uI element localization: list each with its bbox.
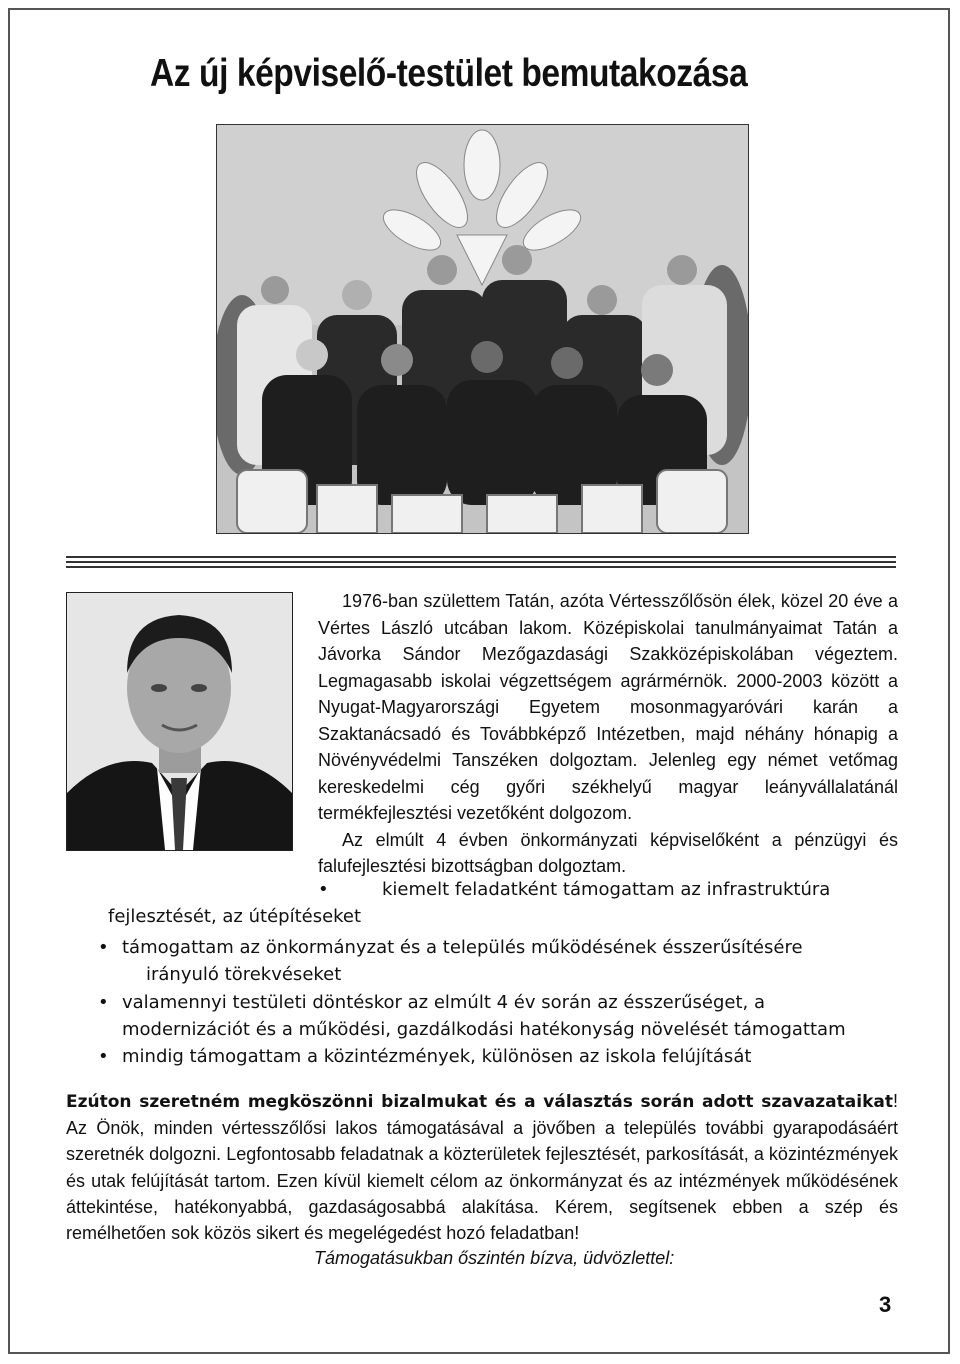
thanks-lead: Ezúton szeretném megköszönni bizalmukat és a választás során adott szavazataikat bbox=[66, 1092, 893, 1112]
bullet-2-marker: • bbox=[98, 937, 109, 958]
intro-paragraph-1: 1976-ban születtem Tatán, azóta Vértesszőlősön élek, közel 20 éve a Vértes László utcában lakom. Középiskolai tanulmányaimat Tatán a Jávorka Sándor Mezőgazdasági Szakközépiskolában végeztem. Legmagasabb iskolai végzettségem agrármérnök. 2000-2003 között a Nyugat-Magyarországi Egyetem mosonmagyaróvári karán a Szaktanácsadó és Továbbképző Intézetben, majd néhány hónapig a Növényvédelmi Tanszéken dolgoztam. Jelenleg egy német vetőmag kereskedelmi cég győri székhelyű magyar leányvállalatánál termékfejlesztési vezetőként dolgozom. bbox=[318, 591, 898, 823]
bullet-3-marker: • bbox=[98, 992, 109, 1013]
bullet-3-line-1: valamennyi testületi döntéskor az elmúlt 4 év során az ésszerűséget, a bbox=[122, 992, 766, 1013]
bullet-4-marker: • bbox=[98, 1046, 109, 1067]
bullet-1-line-2: fejlesztését, az útépítéseket bbox=[108, 906, 362, 927]
bullet-3-line-2: modernizációt és a működési, gazdálkodási hatékonyság növelését támogattam bbox=[122, 1019, 846, 1040]
bullet-1-line-1: kiemelt feladatként támogattam az infrastruktúra bbox=[382, 879, 831, 900]
bullet-1-marker: • bbox=[318, 879, 329, 900]
bullet-2-line-1: támogattam az önkormányzat és a település működésének ésszerűsítésére bbox=[122, 937, 803, 958]
page-number: 3 bbox=[879, 1292, 892, 1317]
signature-line: Támogatásukban őszintén bízva, üdvözlettel: bbox=[314, 1248, 675, 1268]
bullet-4-line-1: mindig támogattam a közintézmények, különösen az iskola felújítását bbox=[122, 1046, 752, 1067]
portrait-photo bbox=[66, 592, 293, 851]
thanks-lead-end: ! bbox=[892, 1091, 898, 1111]
group-photo bbox=[216, 124, 749, 534]
closing-body: Az Önök, minden vértesszőlősi lakos támogatásával a jövőben a település további gyarapodásáért szeretnék dolgozni. Legfontosabb feladatnak a közterületek fejlesztését, parkosítását, a közintézmények és utak felújítását tartom. Ezen kívül kiemelt célom az önkormányzat és az intézmények működésének áttekintése, hatékonyabbá, gazdaságosabbá alakítása. Kérem, segítsenek ebben a szép és remélhetően sok közös sikert és megelégedést hozó feladatban! bbox=[66, 1118, 898, 1244]
divider-lines bbox=[66, 556, 896, 571]
closing-text bbox=[66, 1088, 898, 1246]
intro-paragraph-2: Az elmúlt 4 évben önkormányzati képviselőként a pénzügyi és falufejlesztési bizottságban dolgoztam. bbox=[318, 829, 898, 876]
page-title: Az új képviselő-testület bemutakozása bbox=[150, 52, 748, 95]
intro-text bbox=[318, 588, 898, 880]
bullet-2-line-2: irányuló törekvéseket bbox=[146, 964, 342, 985]
